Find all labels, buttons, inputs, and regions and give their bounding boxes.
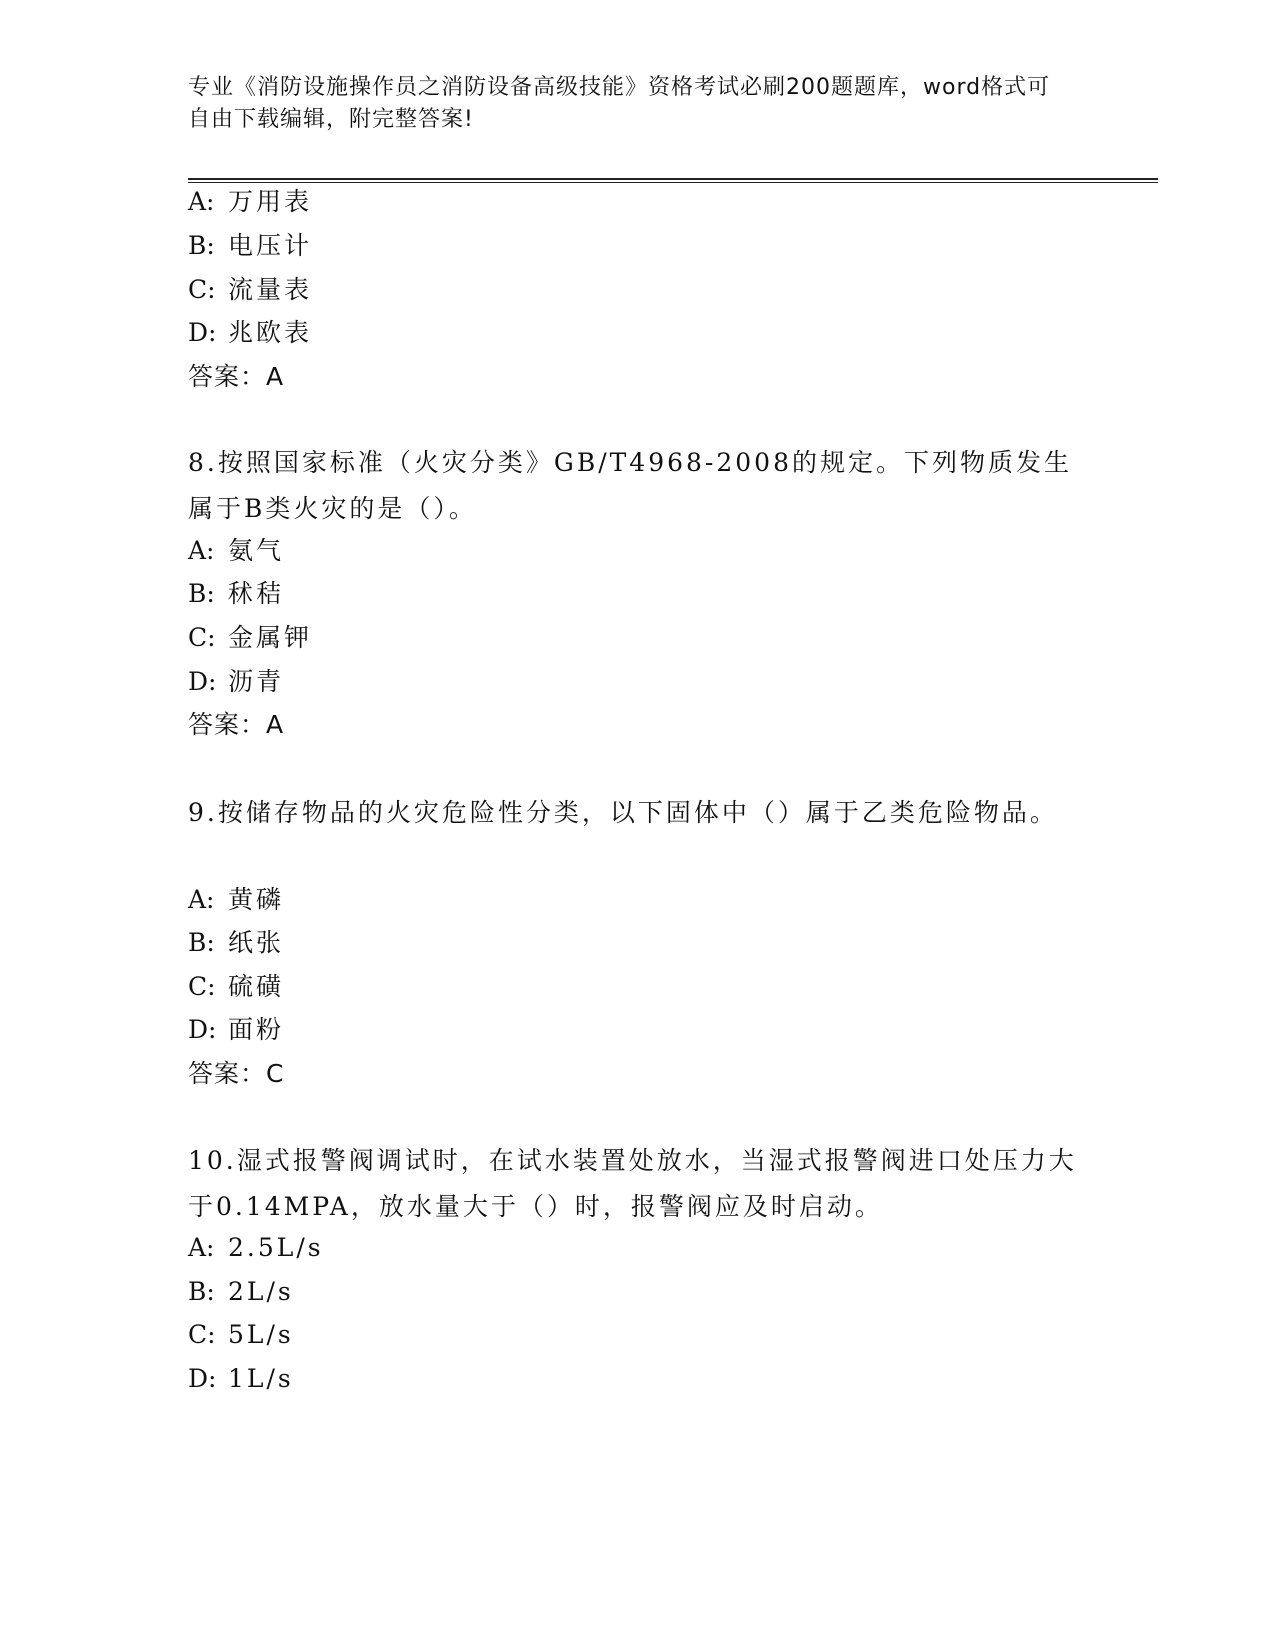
option-text: 硫磺 [228, 972, 285, 1001]
q8-option-d [188, 665, 284, 699]
q9-option-d [188, 1013, 284, 1047]
option-text: 5L/s [228, 1320, 294, 1349]
q9-option-c [188, 970, 284, 1004]
q8-answer: 答案：A [188, 710, 285, 739]
option-text: 电压计 [228, 231, 313, 260]
q9-question: 9.按储存物品的火灾危险性分类，以下固体中（）属于乙类危险物品。 [188, 798, 1058, 827]
option-text: 氨气 [228, 536, 285, 565]
q8-question: 8.按照国家标准（火灾分类》GB/T4968-2008的规定。下列物质发生属于B类火灾的是（）。 [188, 448, 1072, 523]
option-letter: D: [188, 1364, 217, 1393]
option-letter: A: [188, 1233, 215, 1262]
option-letter: D: [188, 318, 217, 347]
q10-option-d [188, 1362, 294, 1396]
option-text: 黄磷 [228, 885, 285, 914]
option-letter: D: [188, 1015, 217, 1044]
option-letter: B: [188, 928, 215, 957]
document-header: 专业《消防设施操作员之消防设备高级技能》资格考试必刷200题题库，word格式可自由下载编辑，附完整答案! [188, 75, 1051, 132]
option-text: 秫秸 [228, 579, 285, 608]
option-letter: A: [188, 187, 215, 216]
q8-option-a [188, 534, 284, 568]
option-text: 2L/s [228, 1277, 294, 1306]
option-text: 兆欧表 [228, 318, 313, 347]
q7-option-a [188, 185, 312, 219]
q10-option-b [188, 1275, 294, 1309]
option-letter: A: [188, 536, 215, 565]
q9-option-b [188, 926, 284, 960]
option-text: 沥青 [228, 667, 285, 696]
option-letter: B: [188, 579, 215, 608]
header-divider [188, 178, 1158, 183]
q7-option-c [188, 273, 312, 307]
q8-option-c [188, 621, 312, 655]
q10-option-c [188, 1318, 294, 1352]
q10-option-a [188, 1231, 324, 1265]
q10-question: 10.湿式报警阀调试时，在试水装置处放水，当湿式报警阀进口处压力大于0.14MPA，放水量大于（）时，报警阀应及时启动。 [188, 1146, 1077, 1221]
q7-answer: 答案：A [188, 362, 285, 391]
option-letter: D: [188, 667, 217, 696]
option-letter: B: [188, 231, 215, 260]
q8-option-b [188, 577, 284, 611]
option-text: 万用表 [228, 187, 313, 216]
q7-option-d [188, 316, 312, 350]
q7-option-b [188, 229, 312, 263]
option-text: 1L/s [228, 1364, 294, 1393]
option-letter: C: [188, 972, 216, 1001]
option-text: 面粉 [228, 1015, 285, 1044]
option-text: 纸张 [228, 928, 285, 957]
option-letter: C: [188, 275, 216, 304]
q9-option-a [188, 883, 284, 917]
q9-answer: 答案：C [188, 1059, 285, 1088]
option-text: 金属钾 [228, 623, 313, 652]
option-letter: C: [188, 623, 216, 652]
option-text: 2.5L/s [228, 1233, 324, 1262]
option-text: 流量表 [228, 275, 313, 304]
option-letter: B: [188, 1277, 215, 1306]
option-letter: C: [188, 1320, 216, 1349]
option-letter: A: [188, 885, 215, 914]
